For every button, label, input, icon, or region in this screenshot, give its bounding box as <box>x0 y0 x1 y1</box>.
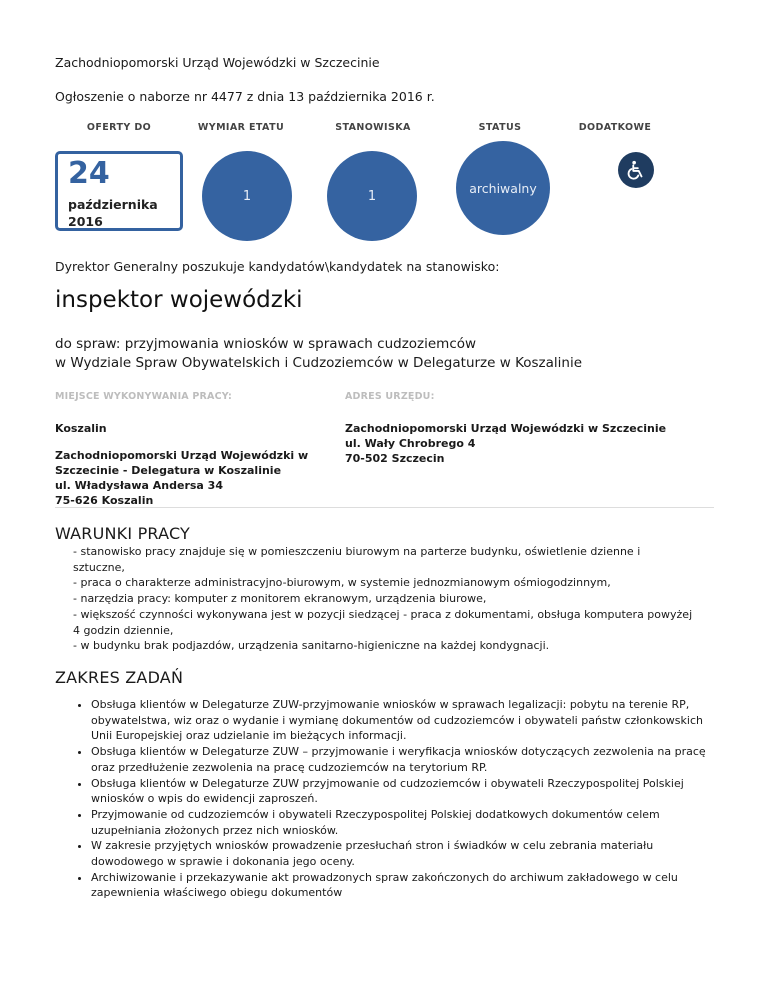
workplace-address-line: 75-626 Koszalin <box>55 494 154 507</box>
workplace-address-line: ul. Władysława Andersa 34 <box>55 479 223 492</box>
deadline-month-year <box>68 196 158 230</box>
task-item: • Przyjmowanie od cudzoziemców i obywateli Rzeczypospolitej Polskiej dodatkowych dokumentów celem uzupełniania złożonych przez nich wniosków. <box>91 807 718 838</box>
wheelchair-icon <box>625 159 647 181</box>
additional-header: DODATKOWE <box>578 122 652 133</box>
positions-header: STANOWISKA <box>335 122 411 133</box>
office-name: Zachodniopomorski Urząd Wojewódzki w Szczecinie <box>55 55 380 70</box>
workplace-address-line: Szczecinie - Delegatura w Koszalinie <box>55 464 282 477</box>
conditions-line: - większość czynności wykonywana jest w pozycji siedzącej - praca z dokumentami, obsługa komputera powyżej <box>73 607 693 621</box>
status-header: STATUS <box>478 122 522 133</box>
wheelchair-accessibility-icon <box>618 152 654 188</box>
hours-header: WYMIAR ETATU <box>197 122 285 133</box>
deadline-day: 24 <box>68 156 110 191</box>
offers-until-header: OFERTY DO <box>86 122 152 133</box>
conditions-heading: WARUNKI PRACY <box>55 524 191 543</box>
tasks-list <box>73 697 718 901</box>
deadline-year: 2016 <box>68 214 103 229</box>
positions-value: 1 <box>367 188 377 204</box>
deadline-month: października <box>68 197 158 212</box>
office-address-line: 70-502 Szczecin <box>345 452 445 465</box>
intro-text: Dyrektor Generalny poszukuje kandydatów\kandydatek na stanowisko: <box>55 259 500 274</box>
conditions-line: 4 godzin dziennie, <box>73 623 174 637</box>
tasks-heading: ZAKRES ZADAŃ <box>55 668 184 687</box>
job-subtitle <box>55 335 582 373</box>
office-address-line: Zachodniopomorski Urząd Wojewódzki w Szczecinie <box>345 422 667 435</box>
status-value: archiwalny <box>469 181 537 196</box>
job-title: inspektor wojewódzki <box>55 287 303 313</box>
conditions-line: sztuczne, <box>73 560 125 574</box>
conditions-line: - stanowisko pracy znajduje się w pomieszczeniu biurowym na parterze budynku, oświetlenie dzienne i <box>73 545 641 558</box>
task-item: • Obsługa klientów w Delegaturze ZUW przyjmowanie od cudzoziemców i obywateli Rzeczypospolitej Polskiej wniosków o wpis do ewidencji zaproszeń. <box>91 776 718 807</box>
conditions-line: - narzędzia pracy: komputer z monitorem ekranowym, urządzenia biurowe, <box>73 592 487 606</box>
deadline-date-box <box>55 151 183 231</box>
hours-value: 1 <box>242 188 252 204</box>
section-divider <box>55 507 714 508</box>
office-address-label: ADRES URZĘDU: <box>345 391 435 402</box>
conditions-line: - w budynku brak podjazdów, urządzenia sanitarno-higieniczne na każdej kondygnacji. <box>73 639 550 653</box>
job-department: w Wydziale Spraw Obywatelskich i Cudzoziemców w Delegaturze w Koszalinie <box>55 355 583 371</box>
office-address-line: ul. Wały Chrobrego 4 <box>345 437 476 450</box>
task-item: • Archiwizowanie i przekazywanie akt prowadzonych spraw zakończonych do archiwum zakładowego w celu zapewnienia właściwego obiegu dokumentów <box>91 870 718 901</box>
workplace-label: MIEJSCE WYKONYWANIA PRACY: <box>55 391 233 402</box>
positions-circle <box>327 151 417 241</box>
conditions-line: - praca o charakterze administracyjno-biurowym, w systemie jednozmianowym ośmiogodzinnym, <box>73 576 611 590</box>
task-item: • W zakresie przyjętych wniosków prowadzenie przesłuchań stron i świadków w celu zebrania materiału dowodowego w sprawie i dokonania jego oceny. <box>91 838 718 869</box>
workplace-address-line: Zachodniopomorski Urząd Wojewódzki w <box>55 449 309 462</box>
announcement-number: Ogłoszenie o naborze nr 4477 z dnia 13 października 2016 r. <box>55 89 435 104</box>
conditions-list <box>73 544 718 654</box>
office-address <box>345 421 666 466</box>
status-circle <box>456 141 550 235</box>
workplace-address <box>55 448 308 508</box>
task-item: • Obsługa klientów w Delegaturze ZUW – przyjmowanie i weryfikacja wniosków dotyczących zezwolenia na pracę oraz przedłużenie zezwolenia na pracę cudzoziemców na terytorium RP. <box>91 744 718 775</box>
hours-circle <box>202 151 292 241</box>
task-item: • Obsługa klientów w Delegaturze ZUW-przyjmowanie wniosków w sprawach legalizacji: pobytu na terenie RP, obywatelstwa, wiz oraz o wydanie i wymianę dokumentów od cudzoziemców i obywateli państw członkowskich Unii Europejskiej oraz udzielanie im bieżących informacji. <box>91 697 718 744</box>
workplace-city: Koszalin <box>55 422 107 435</box>
job-scope: do spraw: przyjmowania wniosków w sprawach cudzoziemców <box>55 336 477 352</box>
